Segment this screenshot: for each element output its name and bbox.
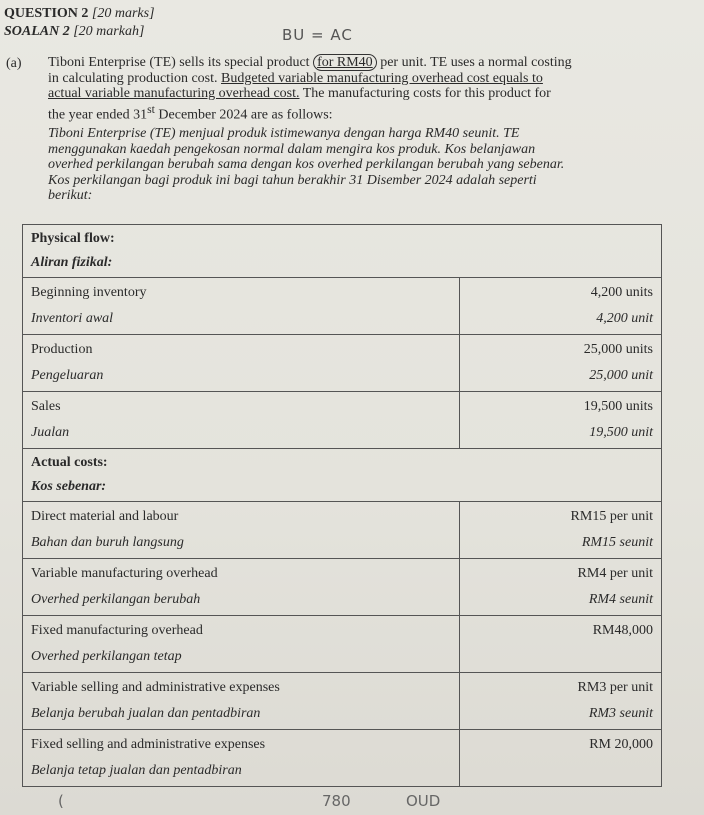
table-row — [23, 616, 662, 673]
row-label-my: Pengeluaran — [31, 368, 104, 383]
actual-costs-en: Actual costs: — [31, 455, 108, 470]
cost-table — [22, 224, 662, 787]
row-label-my: Jualan — [31, 425, 70, 440]
en-price-highlight: for RM40 — [313, 54, 377, 71]
row-label-my: Overhed perkilangan tetap — [31, 649, 182, 664]
en-line4a: the year ended 31 — [48, 107, 148, 123]
row-label-en: Production — [31, 342, 93, 357]
row-value-en: 25,000 units — [583, 342, 653, 357]
my-line4: Kos perkilangan bagi produk ini bagi tahun berakhir 31 Disember 2024 adalah seperti — [48, 172, 537, 188]
row-value-my: 25,000 unit — [589, 368, 653, 383]
row-label-my: Belanja tetap jualan dan pentadbiran — [31, 763, 242, 778]
question-title — [4, 6, 155, 22]
en-underlined-actual: actual variable manufacturing overhead cost. — [48, 86, 300, 101]
question-number: QUESTION 2 — [4, 6, 89, 21]
row-label-en: Fixed manufacturing overhead — [31, 623, 203, 638]
actual-costs-my: Kos sebenar: — [31, 479, 107, 494]
actual-costs-header — [23, 449, 662, 502]
handwritten-note-top: BU = AC — [282, 26, 353, 44]
row-label-my: Inventori awal — [31, 311, 114, 326]
row-value-en: 4,200 units — [590, 285, 653, 300]
row-value-my: 4,200 unit — [596, 311, 653, 326]
row-label-my: Bahan dan buruh langsung — [31, 535, 184, 550]
physical-flow-my: Aliran fizikal: — [31, 255, 113, 270]
handwritten-mark-b: 780 — [322, 792, 351, 810]
row-value-my: RM4 seunit — [588, 592, 653, 607]
row-value-my: RM15 seunit — [581, 535, 653, 550]
row-value-my: 19,500 unit — [589, 425, 653, 440]
table-row — [23, 559, 662, 616]
en-underlined-budget: Budgeted variable manufacturing overhead cost equals to — [221, 70, 543, 86]
row-value-en: 19,500 units — [583, 399, 653, 414]
part-label: (a) — [6, 56, 22, 71]
en-line4b: December 2024 are as follows: — [154, 107, 333, 123]
soalan-markah: [20 markah] — [73, 24, 145, 39]
my-line3: overhed perkilangan berubah sama dengan kos overhed perkilangan berubah yang sebenar. — [48, 157, 565, 173]
row-label-en: Variable selling and administrative expenses — [31, 680, 280, 695]
en-line3b: The manufacturing costs for this product for — [299, 86, 551, 101]
row-value-my: RM3 seunit — [588, 706, 653, 721]
row-value-en: RM15 per unit — [570, 509, 653, 524]
handwritten-mark-c: OUD — [406, 792, 441, 810]
en-line1a: Tiboni Enterprise (TE) sells its special product — [48, 55, 314, 70]
row-value-en: RM48,000 — [592, 623, 653, 638]
my-line2: menggunakan kaedah pengekosan normal dalam mengira kos produk. Kos belanjawan — [48, 141, 536, 157]
physical-flow-header — [23, 225, 662, 278]
soalan-title — [4, 24, 144, 40]
en-line2a: in calculating production cost. — [48, 70, 222, 86]
handwritten-mark-a: ( — [58, 792, 64, 810]
en-superscript: st — [147, 102, 155, 116]
table-row — [23, 335, 662, 392]
row-value-en: RM3 per unit — [577, 680, 653, 695]
my-line1: Tiboni Enterprise (TE) menjual produk istimewanya dengan harga RM40 seunit. TE — [48, 126, 520, 141]
malay-paragraph — [48, 126, 638, 204]
row-label-en: Fixed selling and administrative expenses — [31, 737, 266, 752]
soalan-number: SOALAN 2 — [4, 24, 70, 39]
table-row — [23, 730, 662, 787]
physical-flow-en: Physical flow: — [31, 231, 115, 246]
english-paragraph — [48, 55, 638, 123]
table-row — [23, 673, 662, 730]
my-line5: berikut: — [48, 188, 93, 204]
table-row — [23, 278, 662, 335]
row-label-en: Beginning inventory — [31, 285, 147, 300]
en-line1c: per unit. TE uses a normal costing — [376, 55, 572, 70]
table-row — [23, 502, 662, 559]
row-label-my: Overhed perkilangan berubah — [31, 592, 201, 607]
row-value-en: RM 20,000 — [589, 737, 653, 752]
row-label-en: Variable manufacturing overhead — [31, 566, 218, 581]
row-value-en: RM4 per unit — [577, 566, 653, 581]
row-label-en: Direct material and labour — [31, 509, 179, 524]
question-marks: [20 marks] — [91, 6, 155, 21]
row-label-my: Belanja berubah jualan dan pentadbiran — [31, 706, 261, 721]
row-label-en: Sales — [31, 399, 61, 414]
table-row — [23, 392, 662, 449]
